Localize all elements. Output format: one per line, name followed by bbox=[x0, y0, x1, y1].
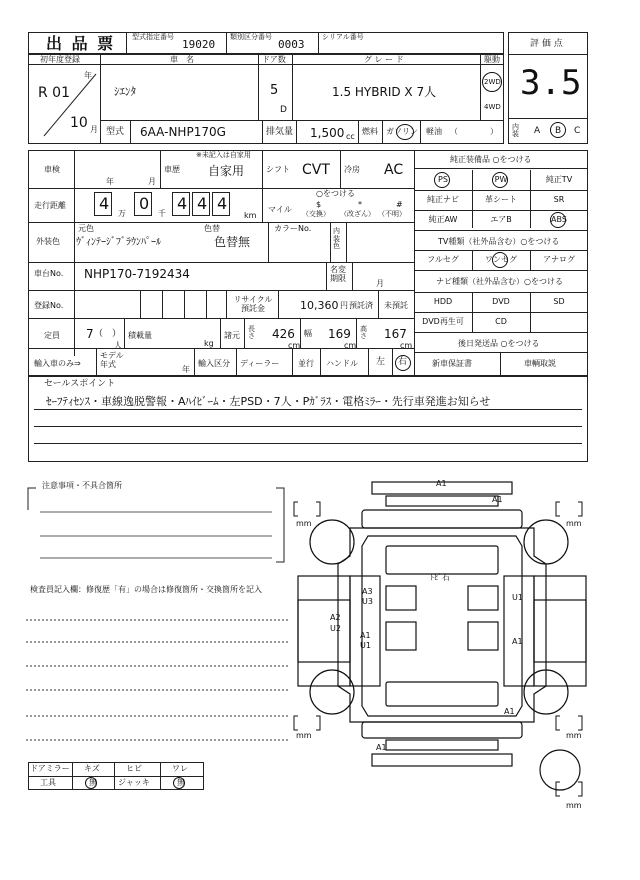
mark-exchange-caption: （交換） bbox=[302, 210, 330, 218]
genuine-header: 純正装備品 ○をつける bbox=[450, 155, 532, 164]
mm-spare: mm bbox=[566, 801, 582, 810]
mark-exchange: $ bbox=[316, 200, 322, 209]
doors-value: 5 bbox=[270, 83, 279, 98]
genuine-item-7: エアB bbox=[490, 215, 512, 224]
chassis-label: 車台No. bbox=[34, 269, 64, 278]
import-class-label: 輸入区分 bbox=[198, 359, 230, 368]
height-label: 高さ bbox=[360, 325, 367, 340]
shift-value: CVT bbox=[302, 162, 330, 178]
first-reg-label: 初年度登録 bbox=[40, 55, 80, 64]
car-name-value: ｼｴﾝﾀ bbox=[114, 85, 136, 98]
width-label: 幅 bbox=[304, 329, 312, 338]
navi-header: ナビ種類（社外品含む）○をつける bbox=[436, 277, 563, 286]
interior-grade-c: C bbox=[574, 126, 581, 136]
inspector-lines bbox=[26, 600, 290, 750]
mileage-unit-man: 万 bbox=[118, 209, 126, 218]
capacity-label: 定員 bbox=[44, 331, 60, 340]
interior-grade-a: A bbox=[534, 126, 541, 136]
fuel-diesel: 軽油 bbox=[426, 127, 442, 136]
mileage-digit-3-value: 4 bbox=[177, 194, 188, 213]
mark-unknown-caption: （不明） bbox=[378, 210, 406, 218]
interior-color-label: 内装色 bbox=[333, 227, 340, 251]
legend-h4: ワレ bbox=[172, 764, 188, 773]
mark-tamper: * bbox=[358, 200, 362, 209]
recycle-status: 預託済 bbox=[349, 301, 373, 310]
genuine-item-8-circle bbox=[550, 212, 566, 228]
mm-rr: mm bbox=[566, 731, 582, 740]
genuine-item-1: PW bbox=[494, 175, 508, 184]
doors-label: ドア数 bbox=[262, 55, 286, 64]
mileage-digit-5-value: 4 bbox=[217, 194, 228, 213]
mark-bumper-a1: A1 bbox=[376, 743, 387, 752]
name-change-month: 月 bbox=[376, 279, 384, 288]
category-value: 0003 bbox=[278, 38, 305, 51]
history-value: 自家用 bbox=[208, 164, 245, 178]
original-color-label: 元色 bbox=[78, 224, 94, 233]
notes-label: 注意事項・不具合箇所 bbox=[42, 481, 122, 490]
drive-2wd: 2WD bbox=[484, 78, 501, 86]
history-note: ※未記入は自家用 bbox=[196, 151, 251, 159]
model-designation-label: 型式指定番号 bbox=[132, 33, 174, 41]
legend-h3: ヒビ bbox=[126, 764, 142, 773]
width-value: 169 bbox=[328, 327, 351, 341]
genuine-item-4: 革シート bbox=[485, 195, 517, 204]
height-unit: cm bbox=[400, 341, 413, 350]
navi-item-4: CD bbox=[495, 317, 507, 326]
form-title: 出 品 票 bbox=[46, 34, 116, 53]
displacement-value: 1,500 bbox=[310, 126, 345, 140]
chassis-value: NHP170-7192434 bbox=[84, 267, 190, 281]
model-year-unit: 年 bbox=[182, 365, 190, 374]
original-color-value: ｳﾞｨﾝﾃｰｼﾞﾌﾞﾗｳﾝﾊﾟｰﾙ bbox=[76, 237, 161, 248]
width-unit: cm bbox=[344, 341, 357, 350]
cooler-value: AC bbox=[384, 162, 404, 178]
mark-roof-a1: A1 bbox=[436, 479, 447, 488]
first-reg-year-unit: 年 bbox=[84, 71, 92, 80]
shaken-year-unit: 年 bbox=[106, 177, 114, 186]
tv-item-2: アナログ bbox=[543, 255, 575, 264]
navi-item-2: SD bbox=[553, 297, 565, 306]
parallel-label: 並行 bbox=[298, 359, 314, 368]
mileage-label: 走行距離 bbox=[34, 201, 66, 210]
mm-fr: mm bbox=[566, 519, 582, 528]
tv-item-1: ワンセグ bbox=[485, 255, 517, 264]
genuine-item-8: ABS bbox=[551, 215, 567, 224]
score-label: 評 価 点 bbox=[530, 39, 563, 49]
fuel-other: （ ） bbox=[450, 127, 498, 136]
history-label: 車歴 bbox=[164, 165, 180, 174]
doors-suffix: D bbox=[280, 105, 287, 115]
score-value: 3.5 bbox=[520, 63, 582, 103]
sales-label: セールスポイント bbox=[44, 379, 116, 389]
recycle-label: リサイクル預託金 bbox=[233, 295, 273, 313]
handle-left: 左 bbox=[376, 357, 386, 367]
exterior-label: 外装色 bbox=[36, 237, 60, 246]
delivery-warranty: 新車保証書 bbox=[432, 359, 472, 368]
mark-u2: U2 bbox=[330, 624, 341, 633]
color-no-label: カラーNo. bbox=[274, 224, 312, 233]
genuine-item-2: 純正TV bbox=[545, 175, 573, 184]
capacity-paren: （ ） bbox=[94, 329, 122, 339]
handle-right-circle bbox=[395, 355, 411, 371]
mark-windshield-chip: ﾄﾋﾞ石 bbox=[430, 573, 450, 582]
mark-right-a1: A1 bbox=[512, 637, 523, 646]
interior-grade-b: B bbox=[555, 126, 562, 136]
grade-label: グ レ ー ド bbox=[364, 55, 404, 64]
genuine-item-6: 純正AW bbox=[428, 215, 458, 224]
genuine-item-0: PS bbox=[438, 175, 448, 184]
dealer-label: ディーラー bbox=[240, 359, 280, 368]
first-reg-era-year: R 01 bbox=[38, 85, 70, 101]
length-unit: cm bbox=[288, 341, 301, 350]
inspector-label: 検査員記入欄：修復歴「有」の場合は修復箇所・交換箇所を記入 bbox=[30, 585, 262, 594]
car-name-label: 車 名 bbox=[170, 55, 194, 64]
legend-r2: 無 bbox=[89, 778, 97, 787]
shaken-month-unit: 月 bbox=[148, 177, 156, 186]
recycle-unit: 円 bbox=[340, 301, 348, 310]
displacement-unit: cc bbox=[346, 132, 355, 141]
navi-item-0: HDD bbox=[433, 297, 453, 306]
tv-header: TV種類（社外品含む）○をつける bbox=[438, 237, 560, 246]
mileage-digit-1-value: 4 bbox=[99, 194, 110, 213]
legend-r1: 工具 bbox=[40, 778, 56, 787]
mark-left-a1: A1 bbox=[360, 631, 371, 640]
mileage-unit-sen: 千 bbox=[158, 209, 166, 218]
mile-label: マイル bbox=[268, 205, 292, 214]
mark-tamper-caption: （改ざん） bbox=[340, 210, 375, 218]
fuel-gasoline-circle bbox=[396, 124, 414, 140]
navi-item-3: DVD再生可 bbox=[422, 317, 464, 326]
name-change-label: 名変期限 bbox=[330, 265, 346, 283]
genuine-item-1-circle bbox=[492, 172, 508, 188]
jack-none-circle bbox=[173, 777, 185, 789]
repaint-value: 色替無 bbox=[214, 235, 251, 249]
genuine-item-0-circle bbox=[434, 172, 450, 188]
mileage-unit-km: km bbox=[244, 211, 257, 220]
legend-r3: ジャッキ bbox=[118, 778, 150, 787]
tool-none-circle bbox=[85, 777, 97, 789]
car-diagram bbox=[290, 476, 590, 816]
capacity-unit: 人 bbox=[114, 341, 122, 350]
genuine-item-3: 純正ナビ bbox=[427, 195, 459, 204]
length-value: 426 bbox=[272, 327, 295, 341]
shaken-label: 車検 bbox=[44, 165, 60, 174]
genuine-item-5: SR bbox=[553, 195, 565, 204]
notes-bracket bbox=[26, 486, 286, 566]
type-label: 型式 bbox=[106, 127, 125, 137]
shift-label: シフト bbox=[266, 165, 290, 174]
drive-4wd: 4WD bbox=[484, 103, 501, 111]
grade-value: 1.5 HYBRID X 7人 bbox=[332, 85, 437, 99]
mark-note: ○をつける bbox=[316, 189, 355, 198]
mileage-digit-4-value: 4 bbox=[197, 194, 208, 213]
import-label: 輸入車のみ⇒ bbox=[34, 359, 81, 368]
first-reg-month-unit: 月 bbox=[90, 125, 98, 134]
capacity-value: 7 bbox=[86, 327, 94, 341]
sales-line1: ｾｰﾌﾃｨｾﾝｽ・車線逸脱警報・Aﾊｲﾋﾞｰﾑ・左PSD・7人・Pｶﾞﾗｽ・電格ﾐﾗｰ・先行車発進お知らせ bbox=[46, 395, 491, 408]
model-designation-value: 19020 bbox=[182, 38, 216, 51]
mark-u3: U3 bbox=[362, 597, 373, 606]
delivery-manual: 車輌取説 bbox=[524, 359, 556, 368]
registration-label: 登録No. bbox=[34, 301, 64, 310]
serial-label: シリアル番号 bbox=[322, 33, 364, 41]
fuel-gasoline: ガソリン bbox=[386, 127, 418, 136]
delivery-header: 後日発送品 ○をつける bbox=[458, 339, 540, 348]
recycle-status2: 未預託 bbox=[384, 301, 408, 310]
height-value: 167 bbox=[384, 327, 407, 341]
mark-hood-a1: A1 bbox=[492, 495, 503, 504]
legend-r4: 無 bbox=[177, 778, 185, 787]
legend-h1: ドアミラー bbox=[30, 764, 70, 773]
cooler-label: 冷房 bbox=[344, 165, 360, 174]
dims-label: 諸元 bbox=[224, 331, 240, 340]
load-unit: kg bbox=[204, 339, 214, 348]
legend-h2: キズ bbox=[84, 764, 100, 773]
interior-selected-circle bbox=[550, 122, 566, 138]
drive-label: 駆動 bbox=[484, 55, 500, 64]
length-label: 長さ bbox=[248, 325, 255, 340]
handle-label: ハンドル bbox=[326, 359, 358, 368]
mark-unknown: # bbox=[396, 200, 403, 209]
mm-fl: mm bbox=[296, 519, 312, 528]
recycle-value: 10,360 bbox=[300, 299, 339, 312]
mark-a3: A3 bbox=[362, 587, 373, 596]
category-label: 類別区分番号 bbox=[230, 33, 272, 41]
load-label: 積載量 bbox=[128, 331, 152, 340]
mark-left-u1: U1 bbox=[360, 641, 371, 650]
first-reg-month: 10 bbox=[70, 115, 88, 131]
mileage-digit-2-value: 0 bbox=[139, 194, 150, 213]
repaint-label: 色替 bbox=[204, 224, 220, 233]
displacement-label: 排気量 bbox=[266, 127, 294, 137]
interior-label: 内装 bbox=[512, 123, 519, 138]
mark-a2: A2 bbox=[330, 613, 341, 622]
type-value: 6AA-NHP170G bbox=[140, 125, 226, 139]
mark-right-u1: U1 bbox=[512, 593, 523, 602]
model-year-label: モデル年式 bbox=[100, 351, 124, 369]
handle-right: 右 bbox=[398, 357, 408, 367]
tv-item-0: フルセグ bbox=[427, 255, 459, 264]
fuel-label: 燃料 bbox=[362, 127, 378, 136]
mark-rear-a1: A1 bbox=[504, 707, 515, 716]
navi-item-1: DVD bbox=[492, 297, 510, 306]
tv-item-1-circle bbox=[492, 252, 508, 268]
mm-rl: mm bbox=[296, 731, 312, 740]
